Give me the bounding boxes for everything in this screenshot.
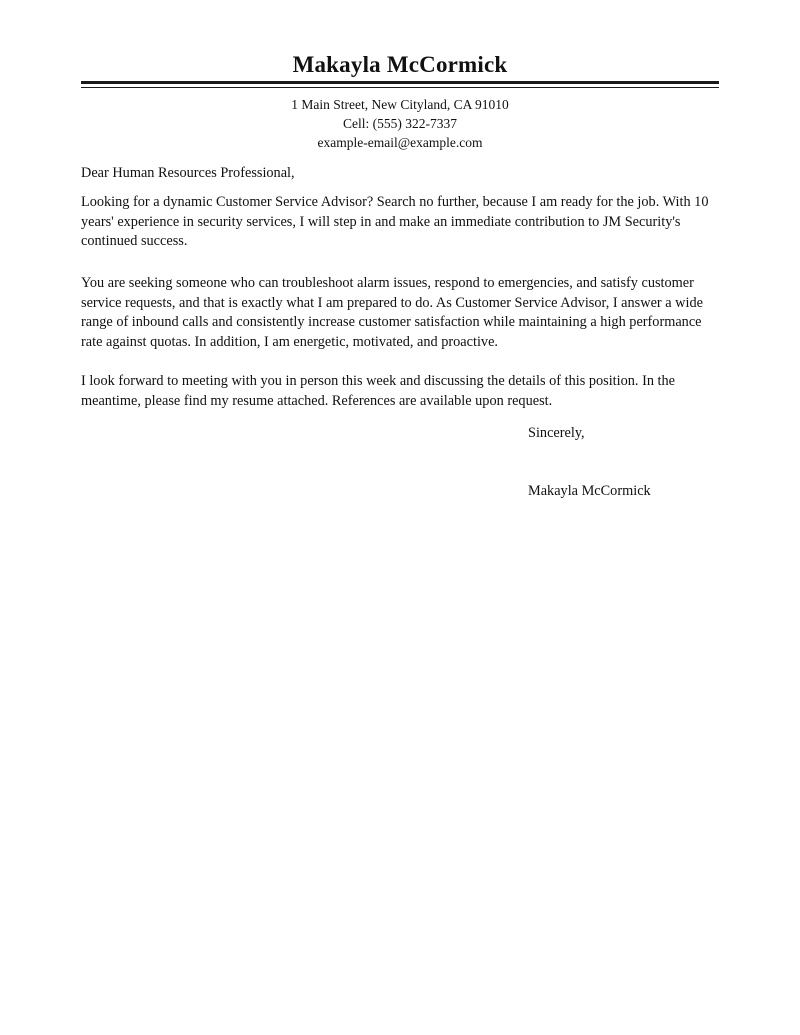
contact-block	[0, 95, 800, 152]
salutation: Dear Human Resources Professional,	[81, 165, 295, 181]
signature-name: Makayla McCormick	[528, 483, 651, 499]
header-rule-thick	[81, 81, 719, 84]
sender-name-heading: Makayla McCormick	[292, 52, 508, 77]
paragraph-closing	[81, 372, 721, 411]
paragraph-qualifications	[81, 274, 721, 352]
email-line: example-email@example.com	[317, 135, 483, 150]
paragraph-text: Looking for a dynamic Customer Service Advisor? Search no further, because I am ready for the job. With 10 years' experience in security services, I will step in and make an immediate contribution to JM Security's continued success.	[81, 194, 709, 250]
paragraph-text: I look forward to meeting with you in person this week and discussing the details of this position. In the meantime, please find my resume attached. References are available upon request.	[81, 373, 676, 409]
closing-line: Sincerely,	[528, 425, 585, 441]
address-line: 1 Main Street, New Cityland, CA 91010	[291, 97, 509, 112]
phone-line: Cell: (555) 322-7337	[343, 116, 457, 131]
paragraph-intro	[81, 193, 721, 252]
paragraph-text: You are seeking someone who can troubleshoot alarm issues, respond to emergencies, and satisfy customer service requests, and that is exactly what I am prepared to do. As Customer Service Advisor, I answer a wide range of inbound calls and consistently increase customer satisfaction while maintaining a high performance rate against quotas. In addition, I am energetic, motivated, and proactive.	[81, 275, 703, 350]
header-rule-thin	[81, 87, 719, 88]
